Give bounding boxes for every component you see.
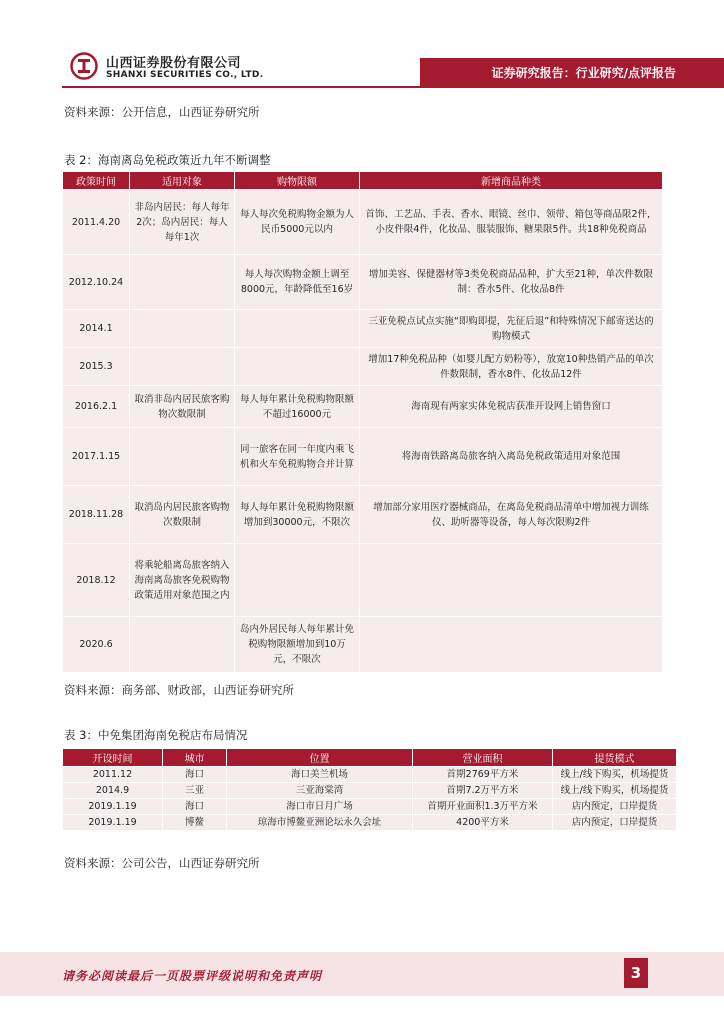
- page-header: [0, 0, 724, 96]
- table-row: [63, 386, 663, 428]
- table-cell: 三亚: [163, 783, 227, 799]
- table2-source-note: 资料来源：商务部、财政部，山西证券研究所: [64, 683, 294, 697]
- table-header-row: [63, 172, 663, 190]
- table-cell: 海口: [163, 767, 227, 783]
- company-logo-icon: [70, 52, 98, 80]
- table-cell: [130, 348, 235, 386]
- table-cell: 4200平方米: [413, 815, 553, 831]
- policy-table: [62, 171, 663, 673]
- table-cell: 2014.9: [63, 783, 163, 799]
- page-number: 3: [624, 958, 648, 988]
- table-row: [63, 544, 663, 617]
- table-cell: 三亚免税点试点实施“即购即提，先征后退”和特殊情况下邮寄送达的购物模式: [360, 310, 663, 348]
- table-cell: 海口美兰机场: [227, 767, 413, 783]
- table-cell: [130, 310, 235, 348]
- company-name-cn: 山西证券股份有限公司: [106, 56, 242, 71]
- table-cell: 2015.3: [63, 348, 130, 386]
- table-cell: [130, 428, 235, 486]
- store-layout-table: [62, 748, 677, 831]
- table3-source-note: 资料来源：公司公告，山西证券研究所: [64, 856, 260, 870]
- table-cell: 店内预定，口岸提货: [553, 815, 677, 831]
- table-cell: 每人每次免税购物金额为人民币5000元以内: [235, 190, 360, 255]
- table-cell: [235, 348, 360, 386]
- table-cell: [130, 255, 235, 310]
- table-row: [63, 255, 663, 310]
- table-cell: 增加部分家用医疗器械商品，在离岛免税商品清单中增加视力训练仪、助听器等设备，每人每次限购2件: [360, 486, 663, 544]
- table-cell: 海南现有两家实体免税店获准开设网上销售窗口: [360, 386, 663, 428]
- table-row: [63, 617, 663, 673]
- table-cell: 博鳌: [163, 815, 227, 831]
- table-cell: 2017.1.15: [63, 428, 130, 486]
- report-type: 证券研究报告：行业研究/点评报告: [491, 66, 676, 80]
- table-cell: 三亚海棠湾: [227, 783, 413, 799]
- table-cell: 海口: [163, 799, 227, 815]
- header-divider: [62, 86, 724, 88]
- table-cell: 首饰、工艺品、手表、香水、眼镜、丝巾、领带、箱包等商品限2件，小皮件限4件，化妆品、服装服饰、糖果限5件。共18种免税商品: [360, 190, 663, 255]
- table-cell: 2019.1.19: [63, 799, 163, 815]
- table-header-cell: 适用对象: [130, 172, 235, 190]
- table-cell: [235, 544, 360, 617]
- table-cell: 海口市日月广场: [227, 799, 413, 815]
- table-row: [63, 767, 677, 783]
- table-cell: 首期开业面积1.3万平方米: [413, 799, 553, 815]
- table-cell: 首期2769平方米: [413, 767, 553, 783]
- table-row: [63, 486, 663, 544]
- report-type-band: [420, 58, 724, 86]
- table-cell: [235, 310, 360, 348]
- table-cell: 2011.4.20: [63, 190, 130, 255]
- table-cell: 琼海市博鳌亚洲论坛永久会址: [227, 815, 413, 831]
- table-cell: 线上/线下购买，机场提货: [553, 783, 677, 799]
- table-cell: 2016.2.1: [63, 386, 130, 428]
- table-cell: 线上/线下购买，机场提货: [553, 767, 677, 783]
- table-cell: 2011.12: [63, 767, 163, 783]
- table-header-cell: 新增商品种类: [360, 172, 663, 190]
- table-cell: [360, 617, 663, 673]
- table-header-cell: 营业面积: [413, 749, 553, 767]
- table-row: [63, 310, 663, 348]
- table-cell: 增加17种免税品种（如婴儿配方奶粉等），放宽10种热销产品的单次件数限制，香水8件、化妆品12件: [360, 348, 663, 386]
- table-cell: 2014.1: [63, 310, 130, 348]
- table-cell: 增加美容、保健器材等3类免税商品品种，扩大至21种，单次件数限制：香水5件、化妆品8件: [360, 255, 663, 310]
- table-cell: 每人每年累计免税购物限额增加到30000元，不限次: [235, 486, 360, 544]
- table2-caption: 表 2：海南离岛免税政策近九年不断调整: [64, 153, 271, 167]
- company-name-en: SHANXI SECURITIES CO., LTD.: [106, 70, 264, 80]
- table-cell: 每人每次购物金额上调至8000元，年龄降低至16岁: [235, 255, 360, 310]
- table-cell: 将海南铁路离岛旅客纳入离岛免税政策适用对象范围: [360, 428, 663, 486]
- table-cell: 岛内外居民每人每年累计免税购物限额增加到10万元，不限次: [235, 617, 360, 673]
- table-cell: 取消非岛内居民旅客购物次数限制: [130, 386, 235, 428]
- table-cell: 2018.12: [63, 544, 130, 617]
- table-header-cell: 开设时间: [63, 749, 163, 767]
- table-cell: 每人每年累计免税购物限额不超过16000元: [235, 386, 360, 428]
- table3-caption: 表 3：中免集团海南免税店布局情况: [64, 728, 248, 742]
- table-cell: 2020.6: [63, 617, 130, 673]
- table-header-cell: 城市: [163, 749, 227, 767]
- table-cell: 首期7.2万平方米: [413, 783, 553, 799]
- table-cell: 店内预定，口岸提货: [553, 799, 677, 815]
- table-cell: 2019.1.19: [63, 815, 163, 831]
- table-cell: 2018.11.28: [63, 486, 130, 544]
- table-cell: [360, 544, 663, 617]
- top-source-note: 资料来源：公开信息，山西证券研究所: [64, 105, 260, 119]
- table-cell: 将乘轮船离岛旅客纳入海南离岛旅客免税购物政策适用对象范围之内: [130, 544, 235, 617]
- disclaimer-notice: 请务必阅读最后一页股票评级说明和免责声明: [62, 969, 323, 983]
- table-header-cell: 政策时间: [63, 172, 130, 190]
- table-header-cell: 购物限额: [235, 172, 360, 190]
- table-cell: 2012.10.24: [63, 255, 130, 310]
- table-cell: 取消岛内居民旅客购物次数限制: [130, 486, 235, 544]
- table-row: [63, 799, 677, 815]
- table-cell: [130, 617, 235, 673]
- table-row: [63, 348, 663, 386]
- table-row: [63, 783, 677, 799]
- table-header-row: [63, 749, 677, 767]
- table-header-cell: 提货模式: [553, 749, 677, 767]
- table-header-cell: 位置: [227, 749, 413, 767]
- table-row: [63, 815, 677, 831]
- table-cell: 同一旅客在同一年度内乘飞机和火车免税购物合并计算: [235, 428, 360, 486]
- table-row: [63, 190, 663, 255]
- table-row: [63, 428, 663, 486]
- table-cell: 非岛内居民：每人每年2次；岛内居民：每人每年1次: [130, 190, 235, 255]
